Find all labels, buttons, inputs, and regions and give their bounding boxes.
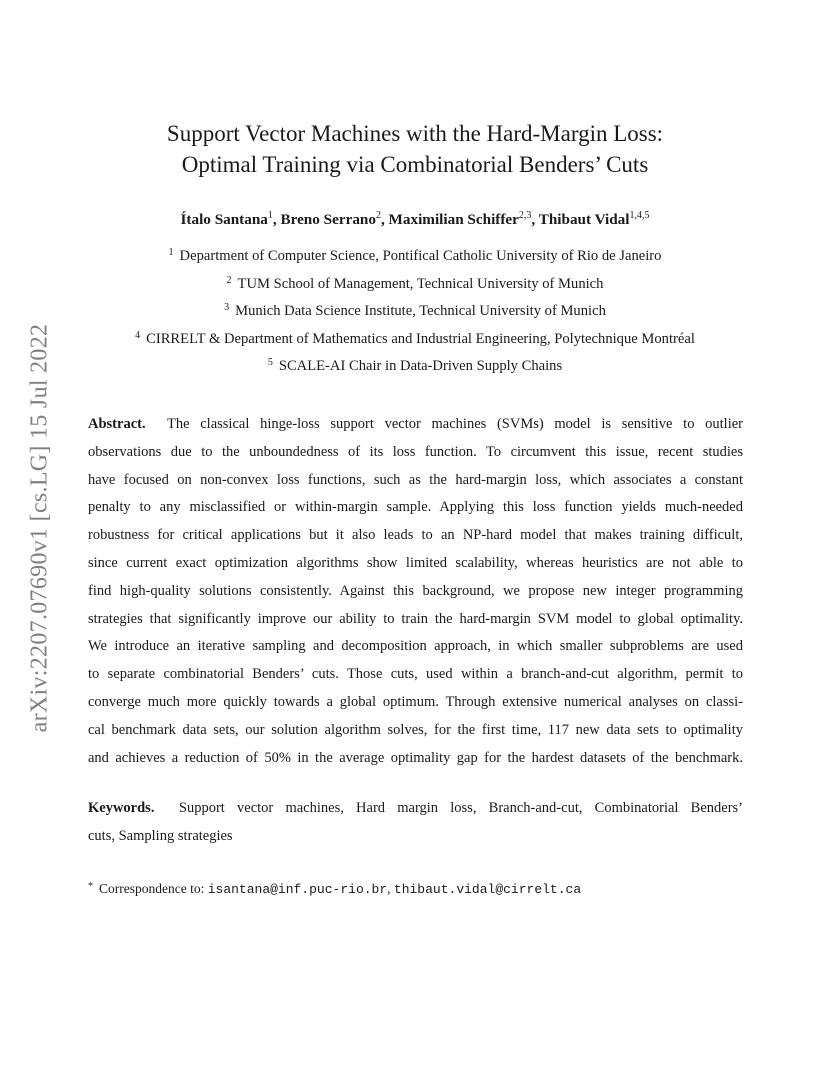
abstract-line: to separate combinatorial Benders’ cuts. Those cuts, used within a branch-and-cut algorithm, permit to bbox=[88, 666, 743, 683]
abstract-line: have focused on non-convex loss functions, such as the hard-margin loss, which associates a constant bbox=[88, 471, 743, 488]
abstract-line: We introduce an iterative sampling and decomposition approach, in which smaller subproblems are used bbox=[88, 638, 743, 655]
keywords-line bbox=[88, 795, 743, 823]
title-line-2: Optimal Training via Combinatorial Benders’ Cuts bbox=[181, 152, 649, 177]
footnote-prefix: Correspondence to: bbox=[99, 881, 205, 896]
keywords-line: cuts, Sampling strategies bbox=[88, 827, 233, 844]
affiliation bbox=[80, 239, 750, 267]
affiliation bbox=[80, 294, 750, 322]
paper-title bbox=[90, 118, 740, 180]
title-line-1: Support Vector Machines with the Hard-Margin Loss: bbox=[166, 121, 664, 146]
author-name: Breno Serrano bbox=[280, 211, 376, 229]
abstract-line: penalty to any misclassified or within-margin sample. Applying this loss function yields much-needed bbox=[88, 499, 743, 516]
affiliation bbox=[80, 349, 750, 377]
affiliation-text: Munich Data Science Institute, Technical University of Munich bbox=[235, 303, 606, 319]
author-list: Ítalo Santana$^1$, Breno Serrano$^2$, Maximilian Schiffer$^{2,3}$, Thibaut Vidal$^{1,4,5}$ bbox=[180, 210, 650, 229]
arxiv-stamp bbox=[27, 296, 53, 760]
keywords-text: Support vector machines, Hard margin loss, Branch-and-cut, Combinatorial Benders’ bbox=[178, 800, 743, 816]
abstract-line: strategies that significantly improve our ability to train the hard-margin SVM model to global optimality. bbox=[88, 610, 743, 627]
affiliation-text: Department of Computer Science, Pontifical Catholic University of Rio de Janeiro bbox=[179, 248, 662, 264]
affiliation-number: 4 bbox=[135, 329, 141, 341]
author-affiliation-sup: 1 bbox=[267, 210, 273, 221]
abstract bbox=[88, 411, 743, 772]
abstract-line: cal benchmark data sets, our solution algorithm solves, for the first time, 117 new data sets to optimality bbox=[88, 721, 743, 738]
affiliation-number: 1 bbox=[168, 247, 174, 258]
footnote-marker: * bbox=[88, 881, 93, 892]
abstract-line: find high-quality solutions consistently. Against this background, we propose new integer programming bbox=[88, 582, 743, 599]
affiliation-list bbox=[80, 239, 750, 377]
author-name: Ítalo Santana bbox=[180, 211, 268, 229]
affiliation-text: SCALE-AI Chair in Data-Driven Supply Chains bbox=[278, 358, 563, 374]
author-affiliation-sup: 1,4,5 bbox=[629, 210, 650, 221]
abstract-line: observations due to the unboundedness of its loss function. To circumvent this issue, recent studies bbox=[88, 443, 743, 460]
author-name: Thibaut Vidal bbox=[538, 211, 630, 229]
arxiv-stamp-text: arXiv:2207.07690v1 [cs.LG] 15 Jul 2022 bbox=[26, 323, 53, 733]
affiliation-number: 2 bbox=[226, 274, 232, 286]
author-affiliation-sup: 2 bbox=[375, 210, 381, 221]
email-link-vidal[interactable]: thibaut.vidal@cirrelt.ca bbox=[393, 882, 582, 897]
abstract-line bbox=[88, 411, 743, 439]
affiliation-text: TUM School of Management, Technical University of Munich bbox=[237, 275, 604, 292]
keywords-label: Keywords. bbox=[88, 800, 155, 816]
abstract-line-text: The classical hinge-loss support vector machines (SVMs) model is sensitive to outlier bbox=[167, 416, 743, 432]
correspondence-footnote bbox=[88, 881, 581, 897]
abstract-label: Abstract. bbox=[88, 416, 146, 432]
author-affiliation-sup: 2,3 bbox=[518, 210, 532, 221]
affiliation bbox=[80, 267, 750, 295]
abstract-line: and achieves a reduction of 50% in the average optimality gap for the hardest datasets of the benchmark. bbox=[88, 749, 743, 766]
keywords bbox=[88, 795, 743, 851]
abstract-line: robustness for critical applications but it also leads to an NP-hard model that makes training difficult, bbox=[88, 527, 743, 544]
affiliation-number: 3 bbox=[224, 302, 230, 313]
email-link-santana[interactable]: isantana@inf.puc-rio.br bbox=[207, 882, 388, 897]
affiliation-number: 5 bbox=[267, 357, 273, 368]
author-name: Maximilian Schiffer bbox=[388, 211, 519, 229]
abstract-line: since current exact optimization algorithms show limited scalability, whereas heuristics are not able to bbox=[88, 554, 743, 571]
footnote-separator: , bbox=[387, 881, 391, 896]
abstract-line: converge much more quickly towards a global optimum. Through extensive numerical analyses on classi- bbox=[88, 693, 743, 710]
affiliation bbox=[80, 322, 750, 350]
affiliation-text: CIRRELT & Department of Mathematics and Industrial Engineering, Polytechnique Montréal bbox=[146, 330, 695, 347]
